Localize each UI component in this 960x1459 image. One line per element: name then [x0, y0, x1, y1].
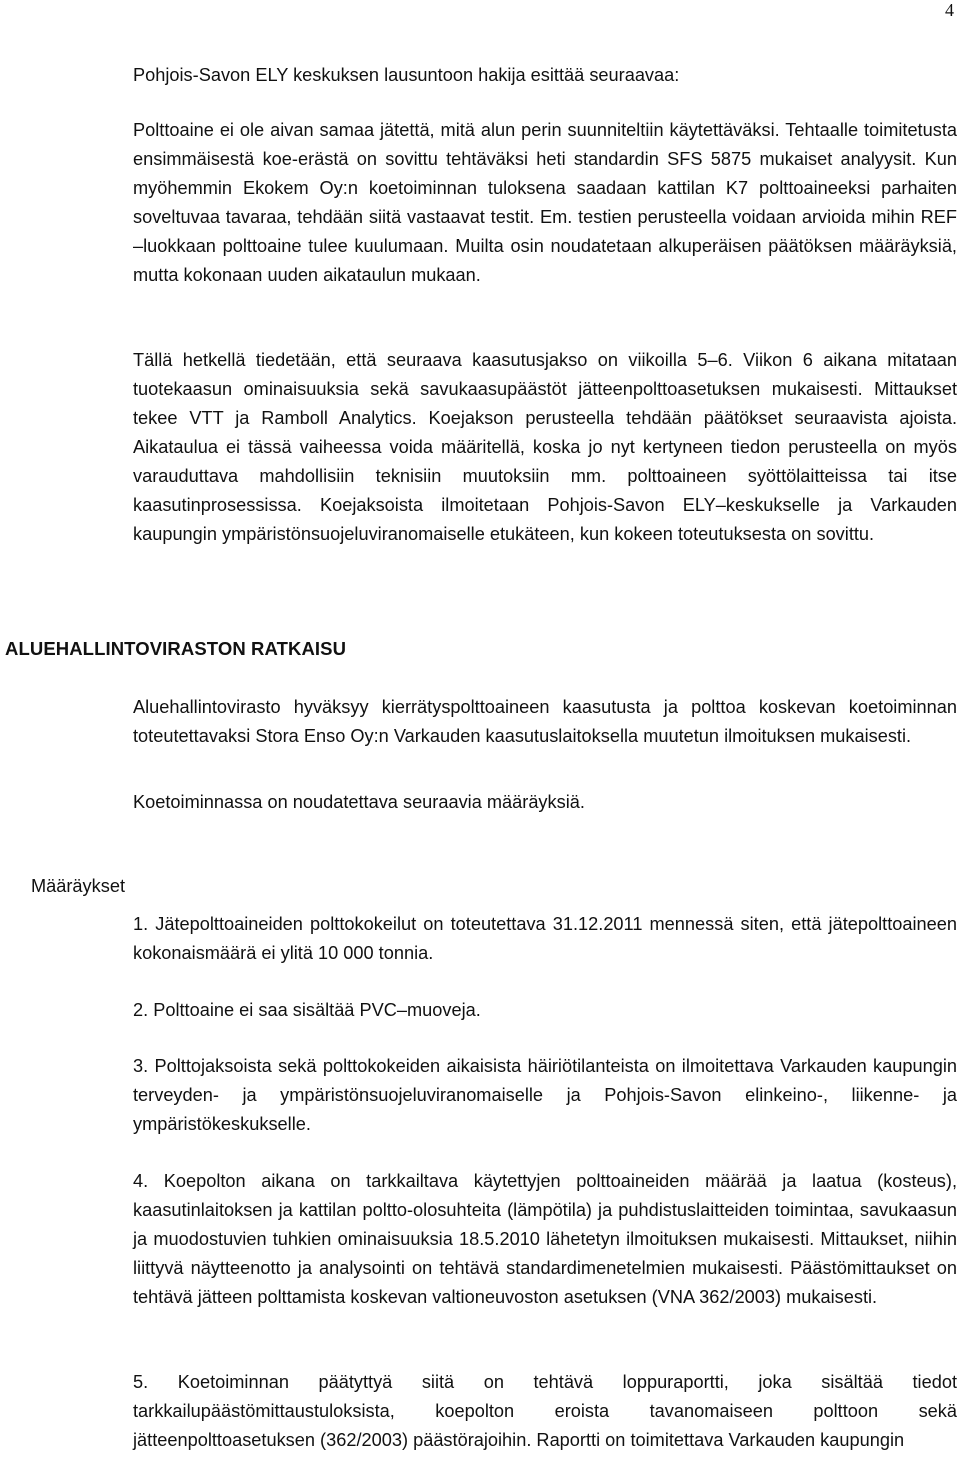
regulation-item-2: 2. Polttoaine ei saa sisältää PVC–muoveja.	[133, 1000, 481, 1020]
page-number: 4	[945, 0, 954, 20]
decision-paragraph-2: Koetoiminnassa on noudatettava seuraavia määräyksiä.	[133, 792, 585, 812]
regulations-label: Määräykset	[31, 876, 126, 896]
section-heading: ALUEHALLINTOVIRASTON RATKAISU	[5, 638, 347, 659]
intro-paragraph-1: Polttoaine ei ole aivan samaa jätettä, mitä alun perin suunniteltiin käytettäväksi. Tehtaalle toimitetusta ensimmäisestä koe-erästä on sovittu tehtäväksi heti standardin SFS 5875 mukaiset analyysit. Kun myöhemmin Ekokem Oy:n koetoiminnan tuloksena saadaan kattilan K7 polttoaineeksi parhaiten soveltuvaa tavaraa, tehdään siitä vastaavat testit. Em. testien perusteella voidaan arvioida mihin REF –luokkaan polttoaine tulee kuulumaan. Muilta osin noudatetaan alkuperäisen päätöksen määräyksiä, mutta kokonaan uuden aikataulun mukaan.	[133, 120, 957, 285]
regulation-item-4: 4. Koepolton aikana on tarkkailtava käytettyjen polttoaineiden määrää ja laatua (kosteus), kaasutinlaitoksen ja kattilan poltto-olosuhteita (lämpötila) ja puhdistuslaitteiden toimintaa, savukaasun ja muodostuvien tuhkien ominaisuuksia 18.5.2010 lähetetyn ilmoituksen mukaisesti. Mittaukset, niihin liittyvä näytteenotto ja analysointi on tehtävä standardimenetelmien mukaisesti. Päästömittaukset on tehtävä jätteen polttamista koskevan valtioneuvoston asetuksen (VNA 362/2003) mukaisesti.	[133, 1171, 957, 1307]
regulation-item-1: 1. Jätepolttoaineiden polttokokeilut on toteutettava 31.12.2011 mennessä siten, että jätepolttoaineen kokonaismäärä ei ylitä 10 000 tonnia.	[133, 914, 957, 963]
intro-paragraph-2: Tällä hetkellä tiedetään, että seuraava kaasutusjakso on viikoilla 5–6. Viikon 6 aikana mitataan tuotekaasun ominaisuuksia sekä savukaasupäästöt jätteenpolttoasetuksen mukaisesti. Mittaukset tekee VTT ja Ramboll Analytics. Koejakson perusteella tehdään päätökset seuraavista ajoista. Aikataulua ei tässä vaiheessa voida määritellä, koska jo nyt kertyneen tiedon perusteella on myös varauduttava mahdollisiin teknisiin muutoksiin mm. polttoaineen syöttölaitteissa tai itse kaasutinprosessissa. Koejaksoista ilmoitetaan Pohjois-Savon ELY–keskukselle ja Varkauden kaupungin ympäristönsuojeluviranomaiselle etukäteen, kun kokeen toteutuksesta on sovittu.	[133, 350, 957, 544]
decision-paragraph-1: Aluehallintovirasto hyväksyy kierrätyspolttoaineen kaasutusta ja polttoa koskevan koetoiminnan toteutettavaksi Stora Enso Oy:n Varkauden kaasutuslaitoksella muutetun ilmoituksen mukaisesti.	[133, 697, 957, 746]
regulation-item-5: 5. Koetoiminnan päätyttyä siitä on tehtävä loppuraportti, joka sisältää tiedot tarkkailupäästömittaustuloksista, koepolton eroista tavanomaiseen polttoon sekä jätteenpolttoasetuksen (362/2003) päästörajoihin. Raportti on toimitettava Varkauden kaupungin	[133, 1372, 957, 1450]
intro-heading-line: Pohjois-Savon ELY keskuksen lausuntoon hakija esittää seuraavaa:	[133, 65, 680, 85]
regulation-item-3: 3. Polttojaksoista sekä polttokokeiden aikaisista häiriötilanteista on ilmoitettava Varkauden kaupungin terveyden- ja ympäristönsuojeluviranomaiselle ja Pohjois-Savon elinkeino-, liikenne- ja ympäristökeskukselle.	[133, 1056, 957, 1134]
